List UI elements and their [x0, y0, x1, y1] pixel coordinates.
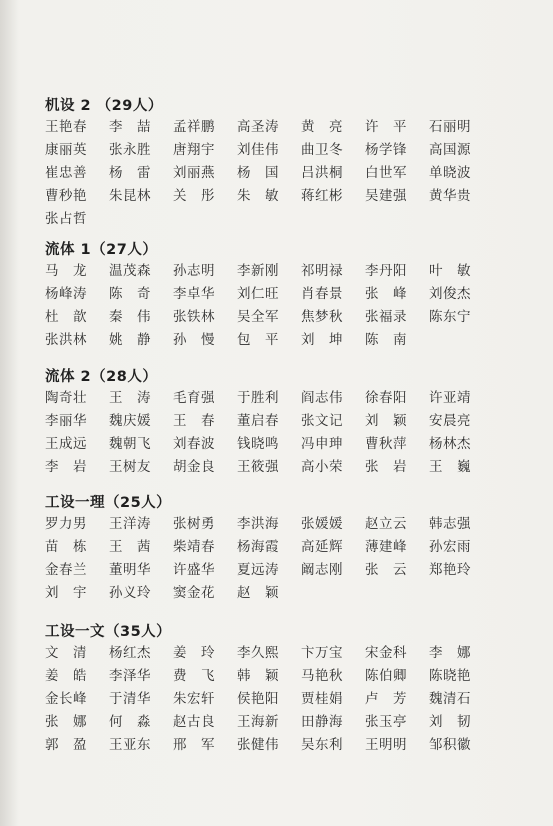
student-name: 徐春阳	[365, 390, 407, 406]
student-name: 刘 韧	[429, 714, 471, 730]
student-name: 许亚靖	[429, 390, 471, 406]
student-name: 田静海	[301, 714, 343, 730]
student-name: 李丹阳	[365, 263, 407, 279]
student-name: 康丽英	[45, 142, 87, 158]
student-name: 姜 玲	[173, 645, 215, 661]
student-name: 刘春波	[173, 436, 215, 452]
student-name: 王 春	[173, 413, 215, 429]
student-name: 阎志伟	[301, 390, 343, 406]
student-name: 苗 栋	[45, 539, 87, 555]
student-name: 杨 雷	[109, 165, 151, 181]
student-name: 王艳春	[45, 119, 87, 135]
student-name: 陶奇壮	[45, 390, 87, 406]
section-title: 机设 2 （29人）	[45, 98, 163, 114]
student-name: 邢 军	[173, 737, 215, 753]
student-name: 刘佳伟	[237, 142, 279, 158]
student-name: 吴全军	[237, 309, 279, 325]
student-name: 韩 颖	[237, 668, 279, 684]
name-grid	[45, 260, 525, 352]
student-name: 杨林杰	[429, 436, 471, 452]
student-name: 张 峰	[365, 286, 407, 302]
student-name: 王 茜	[109, 539, 151, 555]
student-name: 王树友	[109, 459, 151, 475]
student-name: 贾桂娟	[301, 691, 343, 707]
student-name: 李久熙	[237, 645, 279, 661]
student-name: 黄 亮	[301, 119, 343, 135]
section-title: 流体 2（28人）	[45, 369, 158, 385]
student-name: 焦梦秋	[301, 309, 343, 325]
student-name: 董启春	[237, 413, 279, 429]
student-name: 郑艳玲	[429, 562, 471, 578]
student-name: 包 平	[237, 332, 279, 348]
student-name: 陈晓艳	[429, 668, 471, 684]
student-name: 侯艳阳	[237, 691, 279, 707]
student-name: 张健伟	[237, 737, 279, 753]
student-name: 李泽华	[109, 668, 151, 684]
student-name: 曲卫冬	[301, 142, 343, 158]
student-name: 赵立云	[365, 516, 407, 532]
student-name: 高延辉	[301, 539, 343, 555]
student-name: 张铁林	[173, 309, 215, 325]
student-name: 单晓波	[429, 165, 471, 181]
student-name: 孙义玲	[109, 585, 151, 601]
student-name: 韩志强	[429, 516, 471, 532]
student-name: 赵 颖	[237, 585, 279, 601]
student-name: 姚 静	[109, 332, 151, 348]
student-name: 高圣涛	[237, 119, 279, 135]
student-name: 罗力男	[45, 516, 87, 532]
student-name: 魏庆媛	[109, 413, 151, 429]
student-name: 李丽华	[45, 413, 87, 429]
student-name: 王海新	[237, 714, 279, 730]
student-name: 张树勇	[173, 516, 215, 532]
student-name: 阚志刚	[301, 562, 343, 578]
student-name: 祁明禄	[301, 263, 343, 279]
student-name: 李新刚	[237, 263, 279, 279]
student-name: 张永胜	[109, 142, 151, 158]
student-name: 刘 颖	[365, 413, 407, 429]
student-name: 董明华	[109, 562, 151, 578]
student-name: 毛育强	[173, 390, 215, 406]
name-grid	[45, 387, 525, 479]
student-name: 陈 南	[365, 332, 407, 348]
student-name: 吕洪桐	[301, 165, 343, 181]
student-name: 王筱强	[237, 459, 279, 475]
student-name: 张洪林	[45, 332, 87, 348]
student-name: 魏清石	[429, 691, 471, 707]
student-name: 温茂森	[109, 263, 151, 279]
student-name: 张媛媛	[301, 516, 343, 532]
student-name: 张福录	[365, 309, 407, 325]
student-name: 蒋红彬	[301, 188, 343, 204]
student-name: 费 飞	[173, 668, 215, 684]
student-name: 刘仁旺	[237, 286, 279, 302]
student-name: 李 喆	[109, 119, 151, 135]
student-name: 杨学锋	[365, 142, 407, 158]
student-name: 李洪海	[237, 516, 279, 532]
student-name: 王 涛	[109, 390, 151, 406]
student-name: 吴东利	[301, 737, 343, 753]
student-name: 朱昆林	[109, 188, 151, 204]
student-name: 孙宏雨	[429, 539, 471, 555]
student-name: 张 岩	[365, 459, 407, 475]
class-section	[45, 622, 525, 757]
student-name: 许盛华	[173, 562, 215, 578]
student-name: 李卓华	[173, 286, 215, 302]
student-name: 秦 伟	[109, 309, 151, 325]
student-name: 张文记	[301, 413, 343, 429]
student-name: 柴靖春	[173, 539, 215, 555]
student-name: 邹积徽	[429, 737, 471, 753]
student-name: 肖春景	[301, 286, 343, 302]
student-name: 王洋涛	[109, 516, 151, 532]
student-name: 金春兰	[45, 562, 87, 578]
student-name: 马 龙	[45, 263, 87, 279]
name-grid	[45, 513, 525, 605]
student-name: 安晨亮	[429, 413, 471, 429]
student-name: 于胜利	[237, 390, 279, 406]
student-name: 黄华贵	[429, 188, 471, 204]
student-name: 姜 皓	[45, 668, 87, 684]
student-name: 夏远涛	[237, 562, 279, 578]
student-name: 刘俊杰	[429, 286, 471, 302]
student-name: 胡金良	[173, 459, 215, 475]
student-name: 朱 敏	[237, 188, 279, 204]
student-name: 魏朝飞	[109, 436, 151, 452]
student-name: 叶 敏	[429, 263, 471, 279]
student-name: 刘 宇	[45, 585, 87, 601]
student-name: 王明明	[365, 737, 407, 753]
student-name: 陈东宁	[429, 309, 471, 325]
student-name: 白世军	[365, 165, 407, 181]
student-name: 曹秋萍	[365, 436, 407, 452]
student-name: 赵古良	[173, 714, 215, 730]
student-name: 刘丽燕	[173, 165, 215, 181]
student-name: 陈 奇	[109, 286, 151, 302]
student-name: 卢 芳	[365, 691, 407, 707]
student-name: 杨 国	[237, 165, 279, 181]
section-title: 流体 1（27人）	[45, 242, 158, 258]
student-name: 文 清	[45, 645, 87, 661]
student-name: 孙志明	[173, 263, 215, 279]
student-name: 吴建强	[365, 188, 407, 204]
student-name: 关 彤	[173, 188, 215, 204]
student-name: 唐翔宇	[173, 142, 215, 158]
student-name: 马艳秋	[301, 668, 343, 684]
student-name: 张 云	[365, 562, 407, 578]
student-name: 刘 坤	[301, 332, 343, 348]
student-name: 薄建峰	[365, 539, 407, 555]
student-name: 李 岩	[45, 459, 87, 475]
student-name: 高国源	[429, 142, 471, 158]
class-section	[45, 240, 525, 352]
student-name: 杨峰涛	[45, 286, 87, 302]
name-grid	[45, 642, 525, 757]
student-name: 石丽明	[429, 119, 471, 135]
class-section	[45, 96, 525, 231]
student-name: 王 巍	[429, 459, 471, 475]
student-name: 窦金花	[173, 585, 215, 601]
student-name: 杨红杰	[109, 645, 151, 661]
student-name: 钱晓鸣	[237, 436, 279, 452]
student-name: 陈伯卿	[365, 668, 407, 684]
student-name: 郭 盈	[45, 737, 87, 753]
student-name: 杨海霞	[237, 539, 279, 555]
student-name: 崔忠善	[45, 165, 87, 181]
student-name: 张占哲	[45, 211, 87, 227]
student-name: 曹秒艳	[45, 188, 87, 204]
student-name: 王亚东	[109, 737, 151, 753]
student-name: 宋金科	[365, 645, 407, 661]
student-name: 张玉亭	[365, 714, 407, 730]
class-section	[45, 367, 525, 479]
student-name: 张 娜	[45, 714, 87, 730]
section-title: 工设一理（25人）	[45, 495, 172, 511]
student-name: 王成远	[45, 436, 87, 452]
student-name: 孟祥鹏	[173, 119, 215, 135]
student-name: 李 娜	[429, 645, 471, 661]
name-grid	[45, 116, 525, 231]
student-name: 金长峰	[45, 691, 87, 707]
class-section	[45, 493, 525, 605]
student-name: 何 淼	[109, 714, 151, 730]
student-name: 许 平	[365, 119, 407, 135]
student-name: 孙 慢	[173, 332, 215, 348]
student-name: 卞万宝	[301, 645, 343, 661]
section-title: 工设一文（35人）	[45, 624, 172, 640]
student-name: 杜 歆	[45, 309, 87, 325]
student-name: 于清华	[109, 691, 151, 707]
student-name: 高小荣	[301, 459, 343, 475]
student-name: 冯申珅	[301, 436, 343, 452]
page-spine-shadow	[0, 0, 20, 826]
student-name: 朱宏轩	[173, 691, 215, 707]
